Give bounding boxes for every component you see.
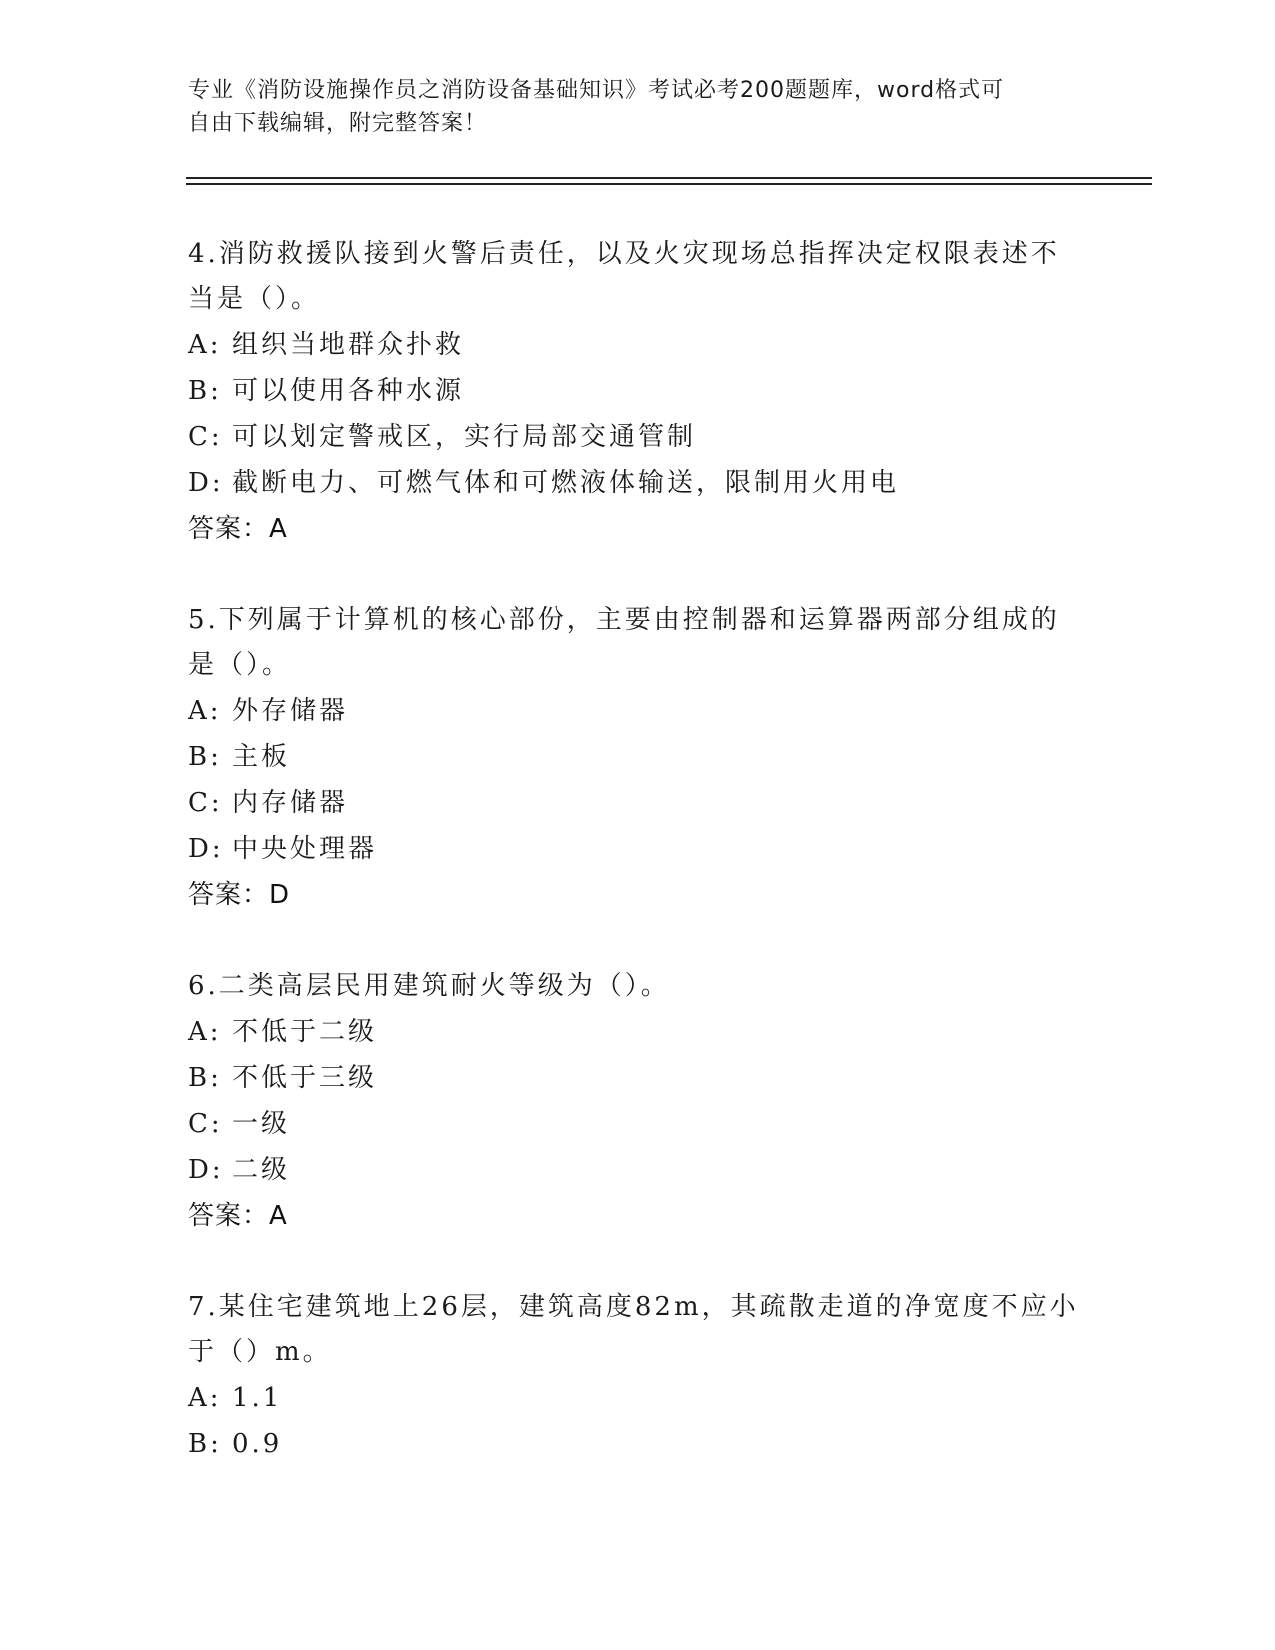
option-text: 可以划定警戒区，实行局部交通管制 <box>232 422 697 452</box>
option-key: D: <box>188 1155 224 1185</box>
option-a <box>188 688 1088 734</box>
header-divider-top <box>186 177 1152 179</box>
option-c <box>188 780 1088 826</box>
header-line-1: 专业《消防设施操作员之消防设备基础知识》考试必考200题题库，word格式可 <box>188 78 1005 103</box>
option-text: 二级 <box>232 1155 291 1185</box>
option-key: B: <box>188 1063 222 1093</box>
option-key: C: <box>188 1109 223 1139</box>
option-text: 一级 <box>232 1109 291 1139</box>
question-text: 5.下列属于计算机的核心部份，主要由控制器和运算器两部分组成的是（）。 <box>188 605 1060 680</box>
option-text: 外存储器 <box>232 696 349 726</box>
option-text: 中央处理器 <box>232 834 378 864</box>
answer-label: 答案：A <box>188 514 288 544</box>
question-6 <box>188 964 1088 1239</box>
option-c <box>188 1101 1088 1147</box>
option-text: 不低于三级 <box>232 1063 378 1093</box>
option-key: A: <box>188 330 222 360</box>
header-line-2: 自由下载编辑，附完整答案！ <box>188 111 488 136</box>
question-list <box>188 232 1088 1513</box>
option-key: B: <box>188 742 222 772</box>
question-4 <box>188 232 1088 552</box>
option-b <box>188 1421 1088 1467</box>
question-5 <box>188 598 1088 918</box>
option-key: A: <box>188 1383 222 1413</box>
document-header <box>188 74 1068 140</box>
answer-label: 答案：A <box>188 1201 288 1231</box>
header-divider-bottom <box>186 183 1152 185</box>
question-7 <box>188 1285 1088 1467</box>
option-key: B: <box>188 376 222 406</box>
option-d <box>188 826 1088 872</box>
option-text: 1.1 <box>232 1383 283 1413</box>
option-d <box>188 1147 1088 1193</box>
question-text: 4.消防救援队接到火警后责任，以及火灾现场总指挥决定权限表述不当是（）。 <box>188 239 1060 314</box>
option-key: A: <box>188 1017 222 1047</box>
option-c <box>188 414 1088 460</box>
option-a <box>188 1375 1088 1421</box>
option-text: 内存储器 <box>232 788 349 818</box>
option-b <box>188 1055 1088 1101</box>
option-text: 截断电力、可燃气体和可燃液体输送，限制用火用电 <box>232 468 900 498</box>
option-key: C: <box>188 788 223 818</box>
question-text: 6.二类高层民用建筑耐火等级为（）。 <box>188 971 670 1001</box>
option-d <box>188 460 1088 506</box>
option-key: B: <box>188 1429 222 1459</box>
option-a <box>188 1009 1088 1055</box>
option-text: 组织当地群众扑救 <box>232 330 465 360</box>
option-text: 主板 <box>232 742 291 772</box>
option-key: C: <box>188 422 223 452</box>
option-text: 可以使用各种水源 <box>232 376 465 406</box>
question-text: 7.某住宅建筑地上26层，建筑高度82m，其疏散走道的净宽度不应小于（）m。 <box>188 1292 1079 1367</box>
option-key: A: <box>188 696 222 726</box>
option-key: D: <box>188 468 224 498</box>
option-text: 0.9 <box>232 1429 283 1459</box>
option-key: D: <box>188 834 224 864</box>
option-a <box>188 322 1088 368</box>
option-b <box>188 734 1088 780</box>
answer-label: 答案：D <box>188 880 291 910</box>
option-b <box>188 368 1088 414</box>
option-text: 不低于二级 <box>232 1017 378 1047</box>
